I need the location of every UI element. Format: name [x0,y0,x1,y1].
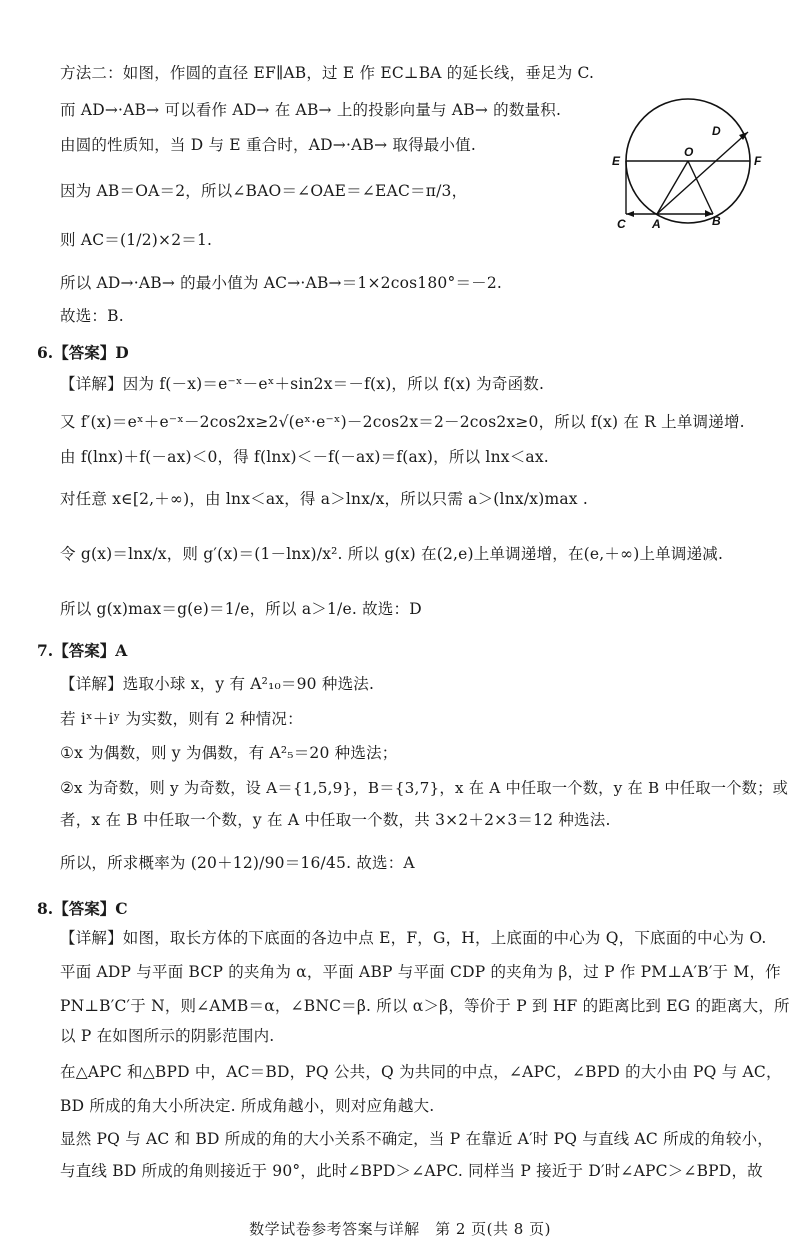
q6-line-6: 所以 g(x)max＝g(e)＝1/e，所以 a＞1/e. 故选：D [60,600,422,618]
q6-answer-tag: 【答案】 [53,343,116,362]
q7-answer: A [115,641,128,660]
method2-line-7: 故选：B. [60,307,124,325]
q7-answer-tag: 【答案】 [53,641,116,660]
q6-answer: D [115,343,129,362]
q6-line-5: 令 g(x)＝lnx/x，则 g′(x)＝(1－lnx)/x². 所以 g(x) 在(2,e)上单调递增，在(e,＋∞)上单调递减. [60,545,724,563]
q8-line-7: 显然 PQ 与 AC 和 BD 所成的角的大小关系不确定，当 P 在靠近 A′时 PQ 与直线 AC 所成的角较小， [60,1130,773,1148]
q7-line-1: 【详解】选取小球 x，y 有 A²₁₀＝90 种选法. [60,675,375,693]
q7-line-2: 若 iˣ＋iʸ 为实数，则有 2 种情况： [60,710,303,728]
label-b: B [712,214,721,228]
q8-line-4: 以 P 在如图所示的阴影范围内. [60,1027,275,1045]
q8-line-5: 在△APC 和△BPD 中，AC＝BD，PQ 公共，Q 为共同的中点，∠APC，∠BPD 的大小由 PQ 与 AC， [60,1063,782,1081]
q8-line-8: 与直线 BD 所成的角则接近于 90°，此时∠BPD＞∠APC. 同样当 P 接近于 D′时∠APC＞∠BPD，故 [60,1162,763,1180]
q6-line-4: 对任意 x∈[2,＋∞)，由 lnx＜ax，得 a＞lnx/x，所以只需 a＞(lnx/x)max . [60,490,588,508]
q8-line-3: PN⊥B′C′于 N，则∠AMB＝α，∠BNC＝β. 所以 α＞β，等价于 P 到 HF 的距离比到 EG 的距离大，所 [60,997,790,1015]
q8-line-1: 【详解】如图，取长方体的下底面的各边中点 E，F，G，H，上底面的中心为 Q，下底面的中心为 O. [60,929,767,947]
q8-heading [37,898,128,920]
q8-line-6: BD 所成的角大小所决定. 所成角越小，则对应角越大. [60,1097,435,1115]
method2-line-2: 而 AD→·AB→ 可以看作 AD→ 在 AB→ 上的投影向量与 AB→ 的数量积. [60,101,562,119]
method2-line-4: 因为 AB＝OA＝2，所以∠BAO＝∠OAE＝∠EAC＝π/3， [60,182,468,200]
segment-ob [688,161,713,214]
label-d: D [712,124,721,138]
q6-line-3: 由 f(lnx)＋f(－ax)＜0，得 f(lnx)＜－f(－ax)＝f(ax)，所以 lnx＜ax. [60,448,549,466]
method2-line-6: 所以 AD→·AB→ 的最小值为 AC→·AB→＝1×2cos180°＝－2. [60,274,503,292]
label-o: O [684,145,694,159]
q7-line-5: 者，x 在 B 中任取一个数，y 在 A 中任取一个数，共 3×2＋2×3＝12 种选法. [60,811,611,829]
label-f: F [754,154,762,168]
q6-line-2: 又 f′(x)＝eˣ＋e⁻ˣ－2cos2x≥2√(eˣ·e⁻ˣ)－2cos2x＝2－2cos2x≥0，所以 f(x) 在 R 上单调递增. [60,413,745,431]
q8-answer-tag: 【答案】 [53,899,116,918]
q7-line-3: ①x 为偶数，则 y 为偶数，有 A²₅＝20 种选法； [60,744,398,762]
q6-heading [37,342,129,364]
q8-line-2: 平面 ADP 与平面 BCP 的夹角为 α，平面 ABP 与平面 CDP 的夹角为 β，过 P 作 PM⊥A′B′于 M，作 [60,963,781,981]
q6-number: 6. [37,343,54,362]
circle-diagram [608,96,778,236]
arrow-ac-head [626,211,634,217]
q7-heading [37,640,127,662]
label-c: C [617,217,626,231]
q8-answer: C [115,899,128,918]
method2-line-5: 则 AC＝(1/2)×2＝1. [60,231,213,249]
q7-line-6: 所以，所求概率为 (20＋12)/90＝16/45. 故选：A [60,854,415,872]
q8-number: 8. [37,899,54,918]
page-footer: 数学试卷参考答案与详解 第 2 页(共 8 页) [249,1220,551,1238]
label-e: E [612,154,621,168]
method2-line-3: 由圆的性质知，当 D 与 E 重合时，AD→·AB→ 取得最小值. [60,136,477,154]
label-a: A [652,217,661,231]
segment-oa [657,161,688,214]
q7-number: 7. [37,641,54,660]
q6-line-1: 【详解】因为 f(－x)＝e⁻ˣ－eˣ＋sin2x＝－f(x)，所以 f(x) 为奇函数. [60,375,545,393]
q7-line-4: ②x 为奇数，则 y 为奇数，设 A＝{1,5,9}，B＝{3,7}，x 在 A 中任取一个数，y 在 B 中任取一个数；或 [60,779,789,797]
method2-line-1: 方法二：如图，作圆的直径 EF∥AB，过 E 作 EC⊥BA 的延长线，垂足为 C. [60,64,595,82]
